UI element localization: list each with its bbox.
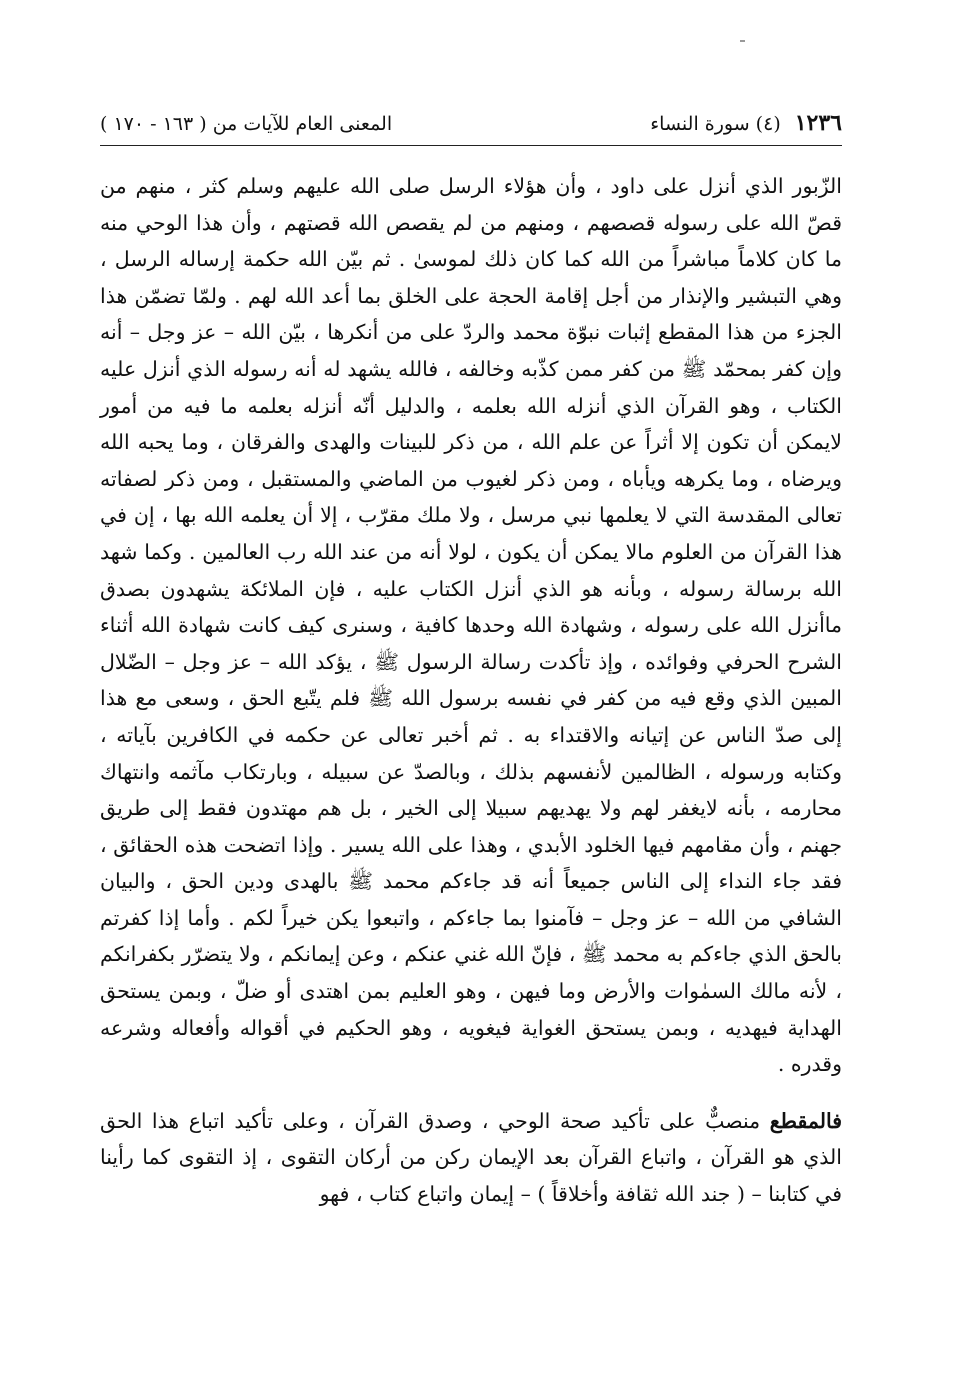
- body-text: [100, 168, 842, 1213]
- paragraph: [100, 1103, 842, 1213]
- running-header: [100, 108, 842, 146]
- scan-speck: [740, 40, 745, 42]
- book-page: [100, 108, 842, 1213]
- paragraph: الزّبور الذي أنزل على داود ، وأن هؤلاء الرسل صلى الله عليهم وسلم كثر ، منهم من قصّ الله على رسوله قصصهم ، ومنهم من لم يقصص الله قصتهم ، وأن هذا الوحي منه ما كان كلاماً مباشراً من الله كما كان ذلك لموسىٰ . ثم بيّن الله حكمة إرساله الرسل ، وهي التبشير والإنذار من أجل إقامة الحجة على الخلق بما أعد الله لهم . ولمّا تضمّن هذا الجزء من هذا المقطع إثبات نبوّة محمد والردّ على من أنكرها ، بيّن الله – عز وجل – أنه وإن كفر بمحمّد ﷺ من كفر ممن كذّبه وخالفه ، فالله يشهد له أنه رسوله الذي أنزل عليه الكتاب ، وهو القرآن الذي أنزله الله بعلمه ، والدليل أنّه أنزله بعلمه ما فيه من أمور لايمكن أن تكون إلا أثراً عن علم الله ، من ذكر للبينات والهدى والفرقان ، وما يحبه الله ويرضاه ، وما يكرهه ويأباه ، ومن ذكر لغيوب من الماضي والمستقبل ، ومن ذكر لصفاته تعالى المقدسة التي لا يعلمها نبي مرسل ، ولا ملك مقرّب ، إلا أن يعلمه الله بها ، إن في هذا القرآن من العلوم مالا يمكن أن يكون ، لولا أنه من عند الله رب العالمين . وكما شهد الله برسالة رسوله ، وبأنه هو الذي أنزل الكتاب عليه ، فإن الملائكة يشهدون بصدق ماأنزل الله على رسوله ، وشهادة الله وحدها كافية ، وسنرى كيف كانت شهادة الله أثناء الشرح الحرفي وفوائده ، وإذ تأكدت رسالة الرسول ﷺ ، يؤكد الله – عز وجل – الضّلال المبين الذي وقع فيه من كفر في نفسه برسول الله ﷺ فلم يتّبع الحق ، وسعى مع هذا إلى صدّ الناس عن إتيانه والاقتداء به . ثم أخبر تعالى عن حكمه في الكافرين بآياته ، وكتابه ورسوله ، الظالمين لأنفسهم بذلك ، وبالصدّ عن سبيله ، وبارتكاب مآثمه وانتهاك محارمه ، بأنه لايغفر لهم ولا يهديهم سبيلا إلى الخير ، بل هم مهتدون فقط إلى طريق جهنم ، وأن مقامهم فيها الخلود الأبدي ، وهذا على الله يسير . وإذا اتضحت هذه الحقائق ، فقد جاء النداء إلى الناس جميعاً أنه قد جاءكم محمد ﷺ بالهدى ودين الحق ، والبيان الشافي من الله – عز وجل – فآمنوا بما جاءكم ، واتبعوا يكن خيراً لكم . وأما إذا كفرتم بالحق الذي جاءكم به محمد ﷺ ، فإنّ الله غني عنكم ، وعن إيمانكم ، ولا يتضرّر بكفرانكم ، لأنه مالك السمٰوات والأرض وما فيهن ، وهو العليم بمن اهتدى أو ضلّ ، وبمن يستحق الهداية فيهديه ، وبمن يستحق الغواية فيغويه ، وهو الحكيم في أقواله وأفعاله وشرعه وقدره .: [100, 174, 842, 1077]
- paragraph-text: منصبٌّ على تأكيد صحة الوحي ، وصدق القرآن ، وعلى تأكيد اتباع هذا الحق الذي هو القرآن ، واتباع القرآن بعد الإيمان ركن من أركان التقوى ، إذ التقوى كما رأينا في كتابنا – ( جند الله ثقافة وأخلاقاً ) – إيمان واتباع كتاب ، فهو: [100, 1108, 842, 1207]
- section-title: المعنى العام للآيات من ( ١٦٣ - ١٧٠ ): [100, 113, 393, 135]
- chapter-name: (٤) سورة النساء: [650, 113, 781, 135]
- page-number: ١٢٣٦: [794, 110, 842, 136]
- paragraph-lead-word: فالمقطع: [769, 1108, 842, 1133]
- header-right-group: [650, 108, 842, 139]
